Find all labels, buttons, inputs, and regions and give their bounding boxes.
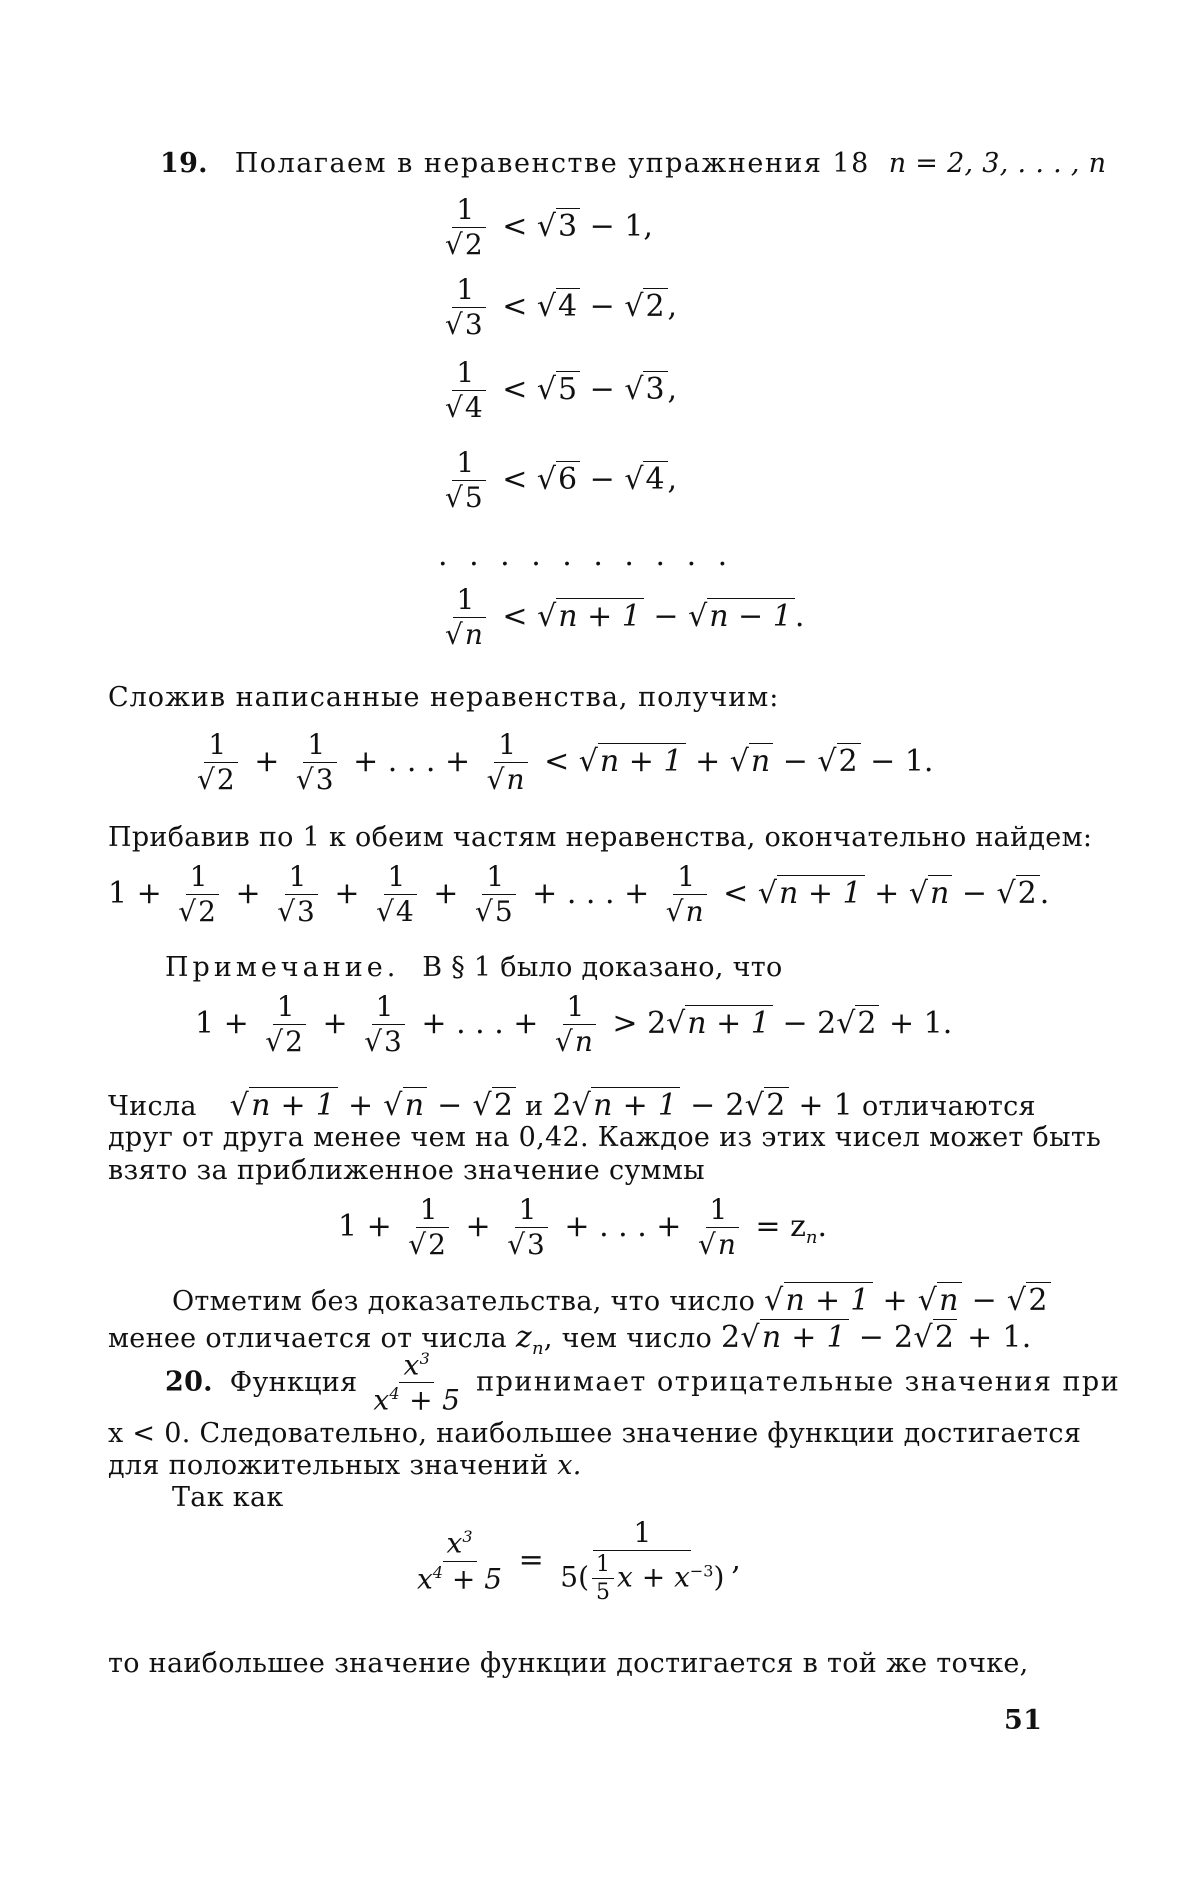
p20-text-6: то наибольшее значение функции достигается в той же точке, [108,1648,1029,1679]
root-1: n + 1 [556,598,644,634]
frac-den: n [463,617,486,651]
p20-x: x. [557,1450,582,1481]
problem-19-intro [160,148,1106,179]
inequality-last: 1 √ n < √ n + 1 − √ n − 1 . [438,585,804,651]
root-2: n − 1 [707,598,795,634]
p20-text-2: принимает отрицательные значения при [476,1366,1121,1398]
problem-20-line-1: 20. Функция $\frac{x^3}{x^4 + 5}$ принимает отрицательные значения при [165,1348,1121,1417]
inequality-row: 1 √ 4 < √ 5 − √ 3 , [438,358,677,424]
problem-number: 20. [165,1366,213,1398]
note-intro [165,952,783,983]
remark-line-1: Отметим без доказательства, что число √ n + 1 + √ n − √ 2 [172,1283,1051,1318]
add-text [108,822,1143,853]
remark-text-1: Отметим без доказательства, что число [172,1286,756,1317]
ellipsis-row: . . . . . . . . . . [438,538,734,573]
note-text: В § 1 было доказано, что [422,952,783,983]
problem-20-line-4: Так как [172,1482,284,1513]
problem-number: 19. [160,148,208,179]
inequality-row: 1 √ 5 < √ 6 − √ 4 , [438,448,677,514]
problem-20-line-5 [108,1648,1143,1679]
compare-line-1: Числа √ n + 1 + √ n − √ 2 и 2√ n + 1 − 2√ 2 + 1 отличаются [108,1088,1036,1123]
inequality-row: 1 √ 3 < √ 4 − √ 2 , [438,275,677,341]
p20-equation: $\frac{x^3}{x^4 + 5}$ = 1 5( $\frac{1}{5}$ $x + x^{-3}$) , [417,1516,741,1605]
intro-values: n = 2, 3, . . . , n [888,148,1107,179]
remark-text-3: , чем число [543,1323,713,1354]
add-text-content: Прибавив по 1 к обеим частям неравенства, окончательно найдем: [108,822,1093,853]
note-label: Примечание. [165,952,400,983]
zn-label: = z [755,1208,806,1244]
compare-line-2: друг от друга менее чем на 0,42. Каждое из этих чисел может быть [108,1122,1102,1153]
sum-zn: 1 + 1 √ 2 + 1 √ 3 + . . . + 1 √ n = $z_n$. [338,1195,827,1261]
compare-line-3: взято за приближенное значение суммы [108,1155,705,1186]
compare-text-2: отличаются [861,1091,1036,1122]
sum-inequality: 1 √ 2 + 1 √ 3 + . . . + 1 √ n < √ n + 1 + √ n − √ 2 − 1. [190,730,933,796]
compare-text-1: Числа [108,1091,197,1122]
remark-line-2: менее отличается от числа $z_n$, чем число 2√ n + 1 − 2√ 2 + 1. [108,1320,1032,1359]
p20-text-4: для положительных значений [108,1450,549,1481]
sum-text: Сложив написанные неравенства, получим: [108,682,780,713]
page-number: 51 [1004,1705,1043,1736]
p20-text-1: Функция [229,1366,358,1398]
note-inequality: 1 + 1 √ 2 + 1 √ 3 + . . . + 1 √ n > 2√ n + 1 − 2√ 2 + 1. [195,992,952,1058]
frac-num: 1 [453,585,479,618]
final-inequality: 1 + 1 √ 2 + 1 √ 3 + 1 √ 4 + 1 √ 5 + . . . + 1 √ n < √ n + 1 + √ n − √ 2 . [108,862,1049,928]
problem-20-line-2: x < 0. Следовательно, наибольшее значение функции достигается [108,1418,1082,1449]
inequality-row: 1 √ 2 < √ 3 − 1, [438,195,653,261]
intro-text: Полагаем в неравенстве упражнения 18 [234,148,870,179]
remark-text-2: менее отличается от числа [108,1323,507,1354]
problem-20-line-3 [108,1450,582,1481]
